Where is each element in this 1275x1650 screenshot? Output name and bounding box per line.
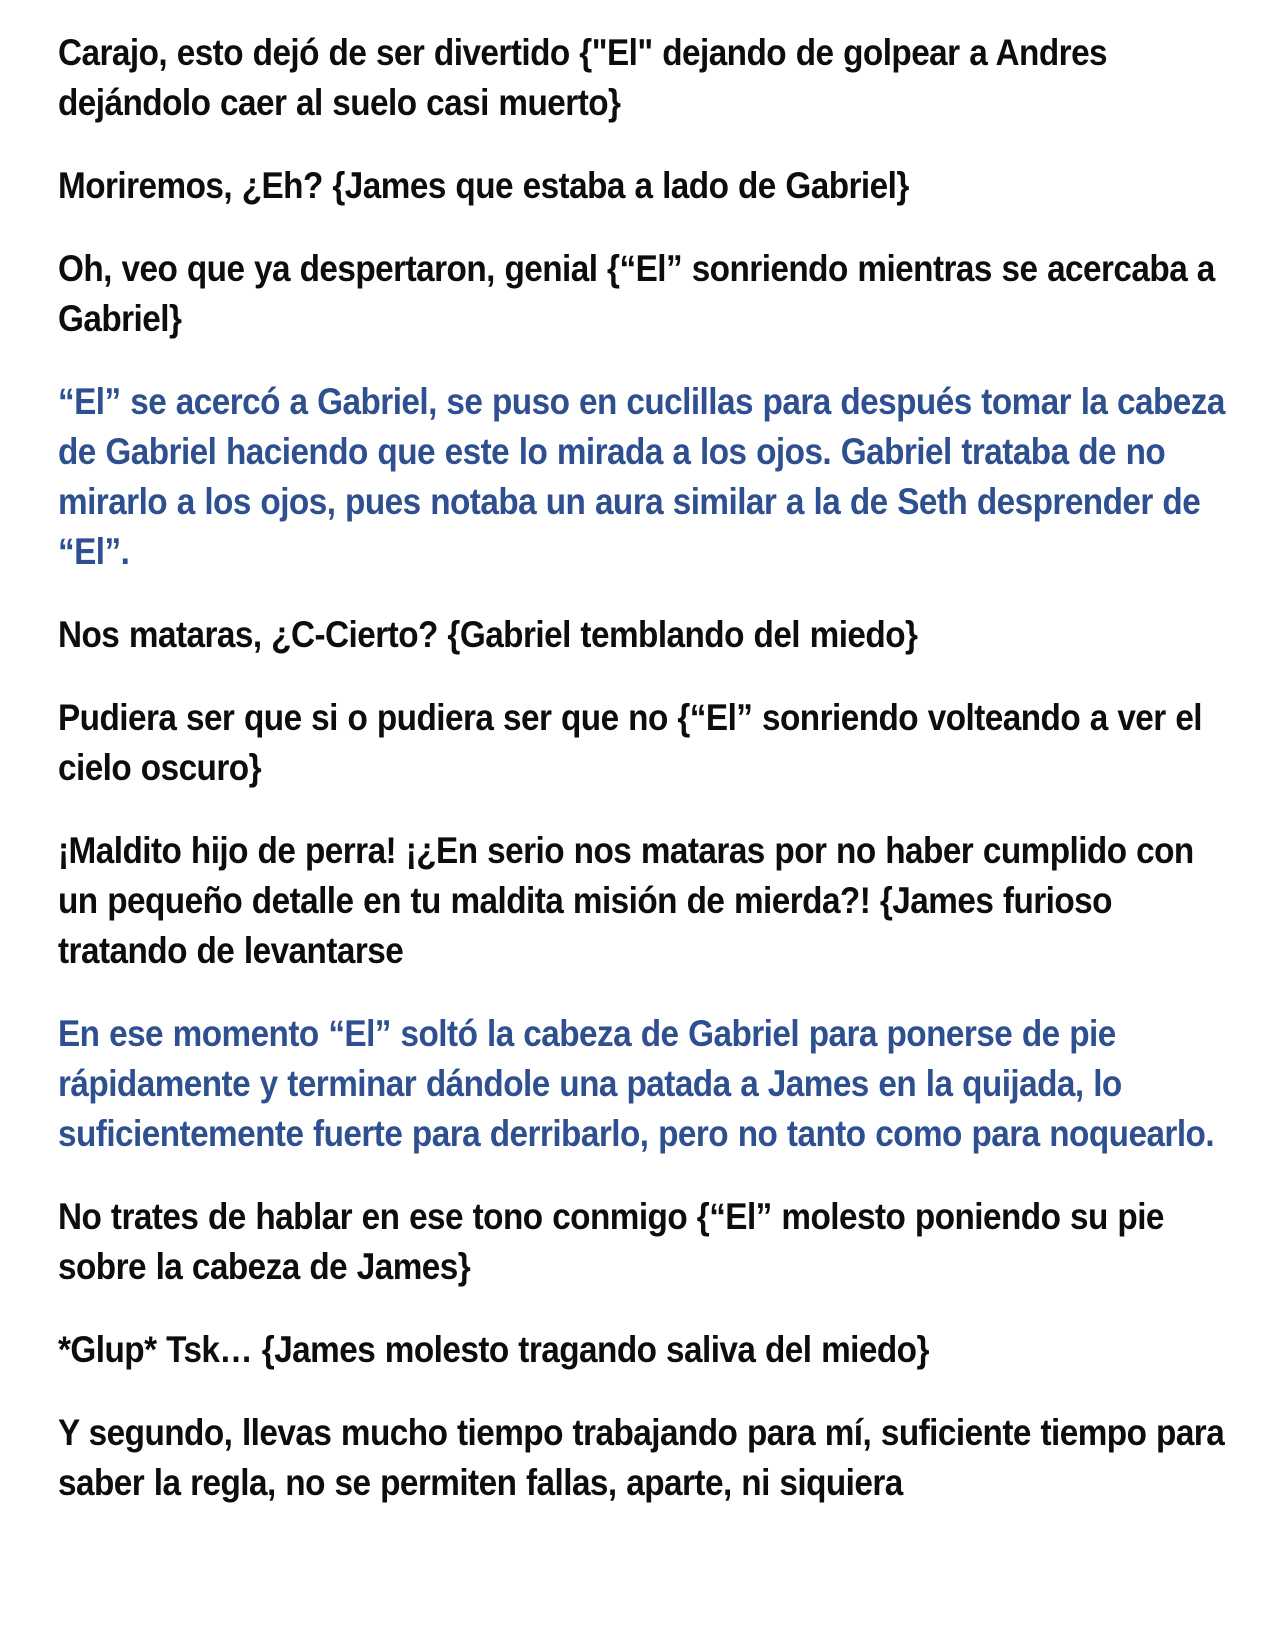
dialogue-paragraph: Y segundo, llevas mucho tiempo trabajando para mí, suficiente tiempo para saber la regla, no se permiten fallas, aparte, ni siquiera (58, 1412, 1225, 1503)
narration-paragraph: “El” se acercó a Gabriel, se puso en cuclillas para después tomar la cabeza de Gabriel haciendo que este lo mirada a los ojos. Gabriel trataba de no mirarlo a los ojos, pues notaba un aura similar a la de Seth desprender de “El”. (58, 381, 1225, 572)
dialogue-paragraph: Oh, veo que ya despertaron, genial {“El” sonriendo mientras se acercaba a Gabriel} (58, 248, 1215, 339)
document-page (58, 28, 1238, 1541)
dialogue-paragraph: Nos mataras, ¿C-Cierto? {Gabriel temblando del miedo} (58, 614, 918, 655)
dialogue-paragraph: *Glup* Tsk… {James molesto tragando saliva del miedo} (58, 1329, 929, 1370)
dialogue-paragraph: No trates de hablar en ese tono conmigo {“El” molesto poniendo su pie sobre la cabeza de James} (58, 1196, 1164, 1287)
dialogue-paragraph: Pudiera ser que si o pudiera ser que no {“El” sonriendo volteando a ver el cielo oscuro} (58, 697, 1203, 788)
dialogue-paragraph: Moriremos, ¿Eh? {James que estaba a lado de Gabriel} (58, 165, 909, 206)
narration-paragraph: En ese momento “El” soltó la cabeza de Gabriel para ponerse de pie rápidamente y terminar dándole una patada a James en la quijada, lo suficientemente fuerte para derribarlo, pero no tanto como para noquearlo. (58, 1013, 1215, 1154)
dialogue-paragraph: ¡Maldito hijo de perra! ¡¿En serio nos mataras por no haber cumplido con un pequeño detalle en tu maldita misión de mierda?! {James furioso tratando de levantarse (58, 830, 1194, 971)
dialogue-paragraph: Carajo, esto dejó de ser divertido {"El" dejando de golpear a Andres dejándolo caer al suelo casi muerto} (58, 32, 1108, 123)
